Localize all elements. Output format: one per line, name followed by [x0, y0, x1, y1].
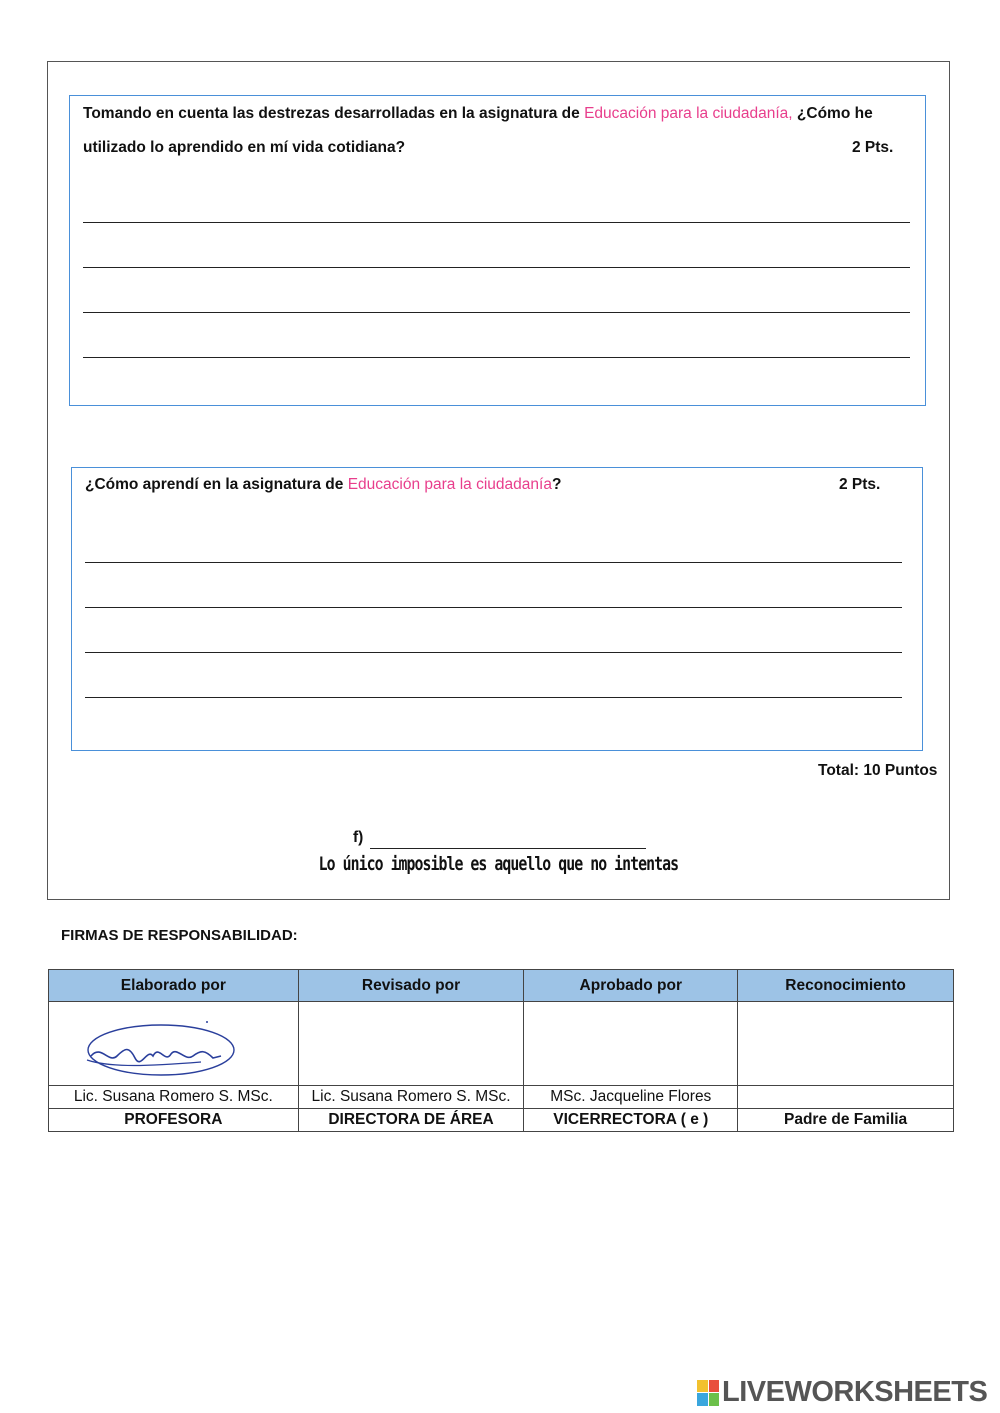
table-header-row — [49, 970, 954, 1002]
signature-label: f) — [353, 829, 364, 846]
question-1-box — [69, 95, 926, 406]
answer-line[interactable] — [83, 312, 910, 313]
role-revisado: DIRECTORA DE ÁREA — [298, 1109, 524, 1132]
header-reconocimiento: Reconocimiento — [738, 970, 954, 1002]
header-revisado: Revisado por — [298, 970, 524, 1002]
liveworksheets-logo-icon — [697, 1380, 719, 1406]
brand-name: LIVEWORKSHEETS — [722, 1376, 988, 1408]
header-aprobado: Aprobado por — [524, 970, 738, 1002]
question-1-text-line2: utilizado lo aprendido en mí vida cotidiana? — [83, 139, 406, 156]
subject-highlight: Educación para la ciudadanía, — [584, 105, 793, 122]
handwritten-signature — [81, 1016, 241, 1080]
total-points: Total: 10 Puntos — [818, 762, 938, 779]
motto: Lo único imposible es aquello que no intentas — [318, 853, 679, 875]
answer-line[interactable] — [83, 357, 910, 358]
signature-cell-elaborado — [49, 1002, 299, 1086]
answer-line[interactable] — [85, 607, 902, 608]
role-aprobado: VICERRECTORA ( e ) — [524, 1109, 738, 1132]
signature-cell-revisado[interactable] — [298, 1002, 524, 1086]
header-elaborado: Elaborado por — [49, 970, 299, 1002]
question-1-points: 2 Pts. — [852, 139, 894, 156]
question-2-text: ¿Cómo aprendí en la asignatura de Educación para la ciudadanía? — [85, 476, 562, 493]
roles-row — [49, 1109, 954, 1132]
answer-line[interactable] — [85, 697, 902, 698]
signatures-table — [48, 969, 954, 1132]
role-elaborado: PROFESORA — [49, 1109, 299, 1132]
name-aprobado: MSc. Jacqueline Flores — [524, 1086, 738, 1109]
name-elaborado: Lic. Susana Romero S. MSc. — [49, 1086, 299, 1109]
answer-line[interactable] — [85, 652, 902, 653]
names-row — [49, 1086, 954, 1109]
signature-line[interactable] — [370, 848, 646, 849]
answer-line[interactable] — [83, 222, 910, 223]
answer-line[interactable] — [85, 562, 902, 563]
answer-line[interactable] — [83, 267, 910, 268]
subject-highlight: Educación para la ciudadanía — [347, 476, 552, 493]
signature-cell-aprobado[interactable] — [524, 1002, 738, 1086]
name-revisado: Lic. Susana Romero S. MSc. — [298, 1086, 524, 1109]
name-reconocimiento — [738, 1086, 954, 1109]
role-reconocimiento: Padre de Familia — [738, 1109, 954, 1132]
signature-row — [49, 1002, 954, 1086]
question-1-text: Tomando en cuenta las destrezas desarrolladas en la asignatura de Educación para la ciudadanía, ¿Cómo he — [83, 105, 873, 122]
responsibility-title: FIRMAS DE RESPONSABILIDAD: — [61, 927, 298, 944]
question-2-box — [71, 467, 923, 751]
liveworksheets-brand — [697, 1376, 987, 1409]
question-2-points: 2 Pts. — [839, 476, 881, 493]
signature-cell-reconocimiento[interactable] — [738, 1002, 954, 1086]
